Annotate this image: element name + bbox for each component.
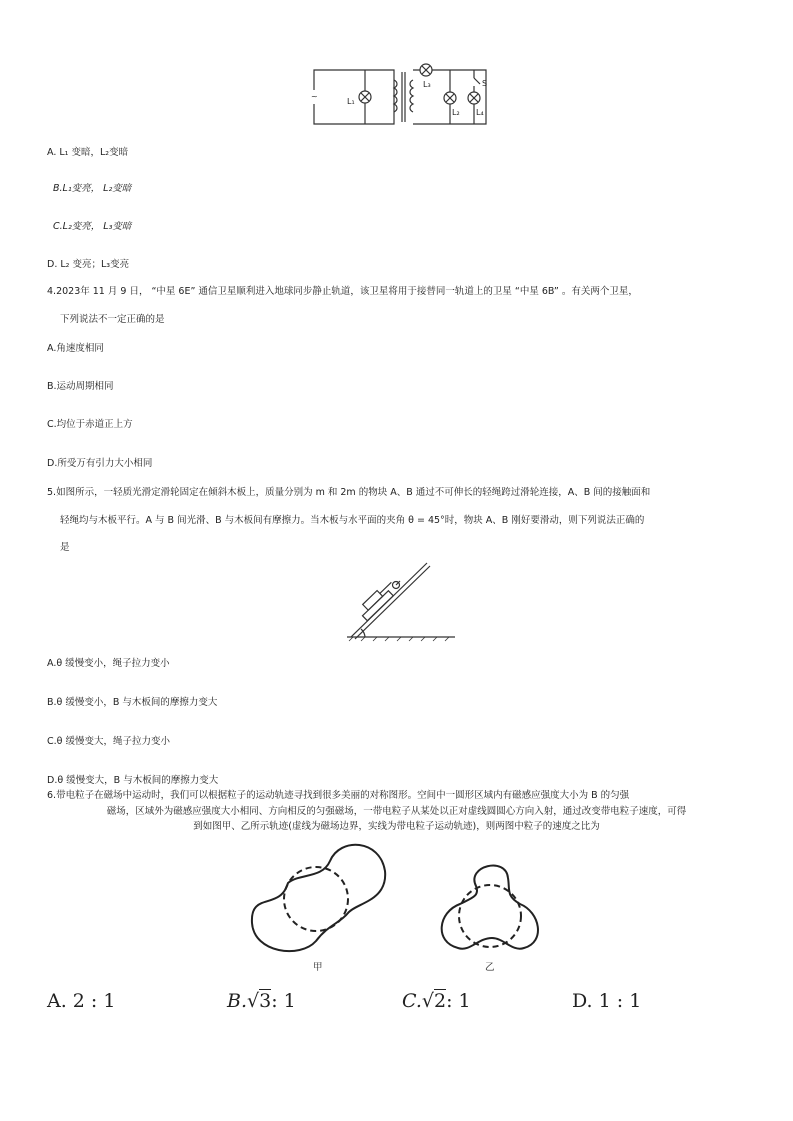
switch-label-s: S: [482, 79, 488, 88]
incline-pulley-figure: [341, 561, 457, 641]
sqrt-sign: √: [421, 990, 435, 1012]
q6-option-c: [402, 990, 471, 1012]
figure-label-yi: 乙: [485, 962, 495, 973]
q5-stem-line-2: 轻绳均与木板平行。A 与 B 间光滑、B 与木板间有摩擦力。当木板与水平面的夹角 θ = 45°时，物块 A、B 刚好要滑动，则下列说法正确的: [60, 515, 645, 526]
q6-option-b-suffix: : 1: [271, 990, 296, 1012]
q6-stem-line-3: 到如图甲、乙所示轨迹(虚线为磁场边界，实线为带电粒子运动轨迹)，则两图中粒子的速度之比为: [193, 821, 600, 832]
ac-source-symbol: ~: [311, 92, 318, 101]
q3-option-d: D. L₂ 变亮；L₃变亮: [47, 259, 130, 270]
q6-option-b-prefix: B.: [227, 990, 248, 1012]
q4-stem-line-1: 4.2023年 11 月 9 日， “中星 6E” 通信卫星顺利进入地球同步静止轨道，该卫星将用于接替同一轨道上的卫星 “中星 6B” 。有关两个卫星，: [47, 286, 638, 297]
q6-option-c-suffix: : 1: [446, 990, 471, 1012]
q5-option-b: B.θ 缓慢变小，B 与木板间的摩擦力变大: [47, 697, 218, 708]
figure-label-jia: 甲: [313, 962, 323, 973]
q5-option-d: D.θ 缓慢变大，B 与木板间的摩擦力变大: [47, 775, 219, 786]
trajectory-figure-yi: [436, 860, 548, 960]
q3-option-a: A. L₁ 变暗，L₂变暗: [47, 147, 129, 158]
q4-option-a: A.角速度相同: [47, 343, 104, 354]
q5-option-a: A.θ 缓慢变小，绳子拉力变小: [47, 658, 170, 669]
q6-option-d: D. 1 : 1: [572, 990, 642, 1012]
q4-option-c: C.均位于赤道正上方: [47, 419, 133, 430]
q5-stem-line-3: 是: [60, 542, 70, 553]
q4-option-b: B.运动周期相同: [47, 381, 114, 392]
q6-option-a: A. 2 : 1: [47, 990, 116, 1012]
q6-stem-line-2: 磁场，区域外为磁感应强度大小相同、方向相反的匀强磁场，一带电粒子从某处以正对虚线圆圆心方向入射，通过改变带电粒子速度，可得: [106, 806, 687, 817]
q6-option-c-radicand: 2: [434, 990, 447, 1012]
lamp-label-l4: L₄: [476, 108, 484, 117]
q3-option-b: B.L₁变亮， L₂变暗: [53, 183, 132, 194]
q3-option-c: C.L₂变亮， L₃变暗: [53, 221, 132, 232]
q5-option-c: C.θ 缓慢变大，绳子拉力变小: [47, 736, 170, 747]
q4-option-d: D.所受万有引力大小相同: [47, 458, 153, 469]
lamp-label-l1: L₁: [347, 97, 355, 106]
lamp-label-l2: L₂: [452, 108, 460, 117]
transformer-circuit-figure: [310, 66, 490, 128]
trajectory-figure-jia: [250, 841, 390, 956]
q6-option-b: [227, 990, 296, 1012]
sqrt-sign: √: [247, 990, 260, 1012]
q6-stem-line-1: 6.带电粒子在磁场中运动时，我们可以根据粒子的运动轨迹寻找到很多美丽的对称图形。空间中一圆形区域内有磁感应强度大小为 B 的匀强: [47, 790, 630, 801]
q6-option-b-radicand: 3: [259, 990, 272, 1012]
q4-stem-line-2: 下列说法不一定正确的是: [60, 314, 165, 325]
lamp-label-l3: L₃: [423, 80, 431, 89]
q5-stem-line-1: 5.如图所示，一轻质光滑定滑轮固定在倾斜木板上，质量分别为 m 和 2m 的物块 A、B 通过不可伸长的轻绳跨过滑轮连接，A、B 间的接触面和: [47, 487, 651, 498]
q6-option-c-prefix: C.: [402, 990, 422, 1012]
